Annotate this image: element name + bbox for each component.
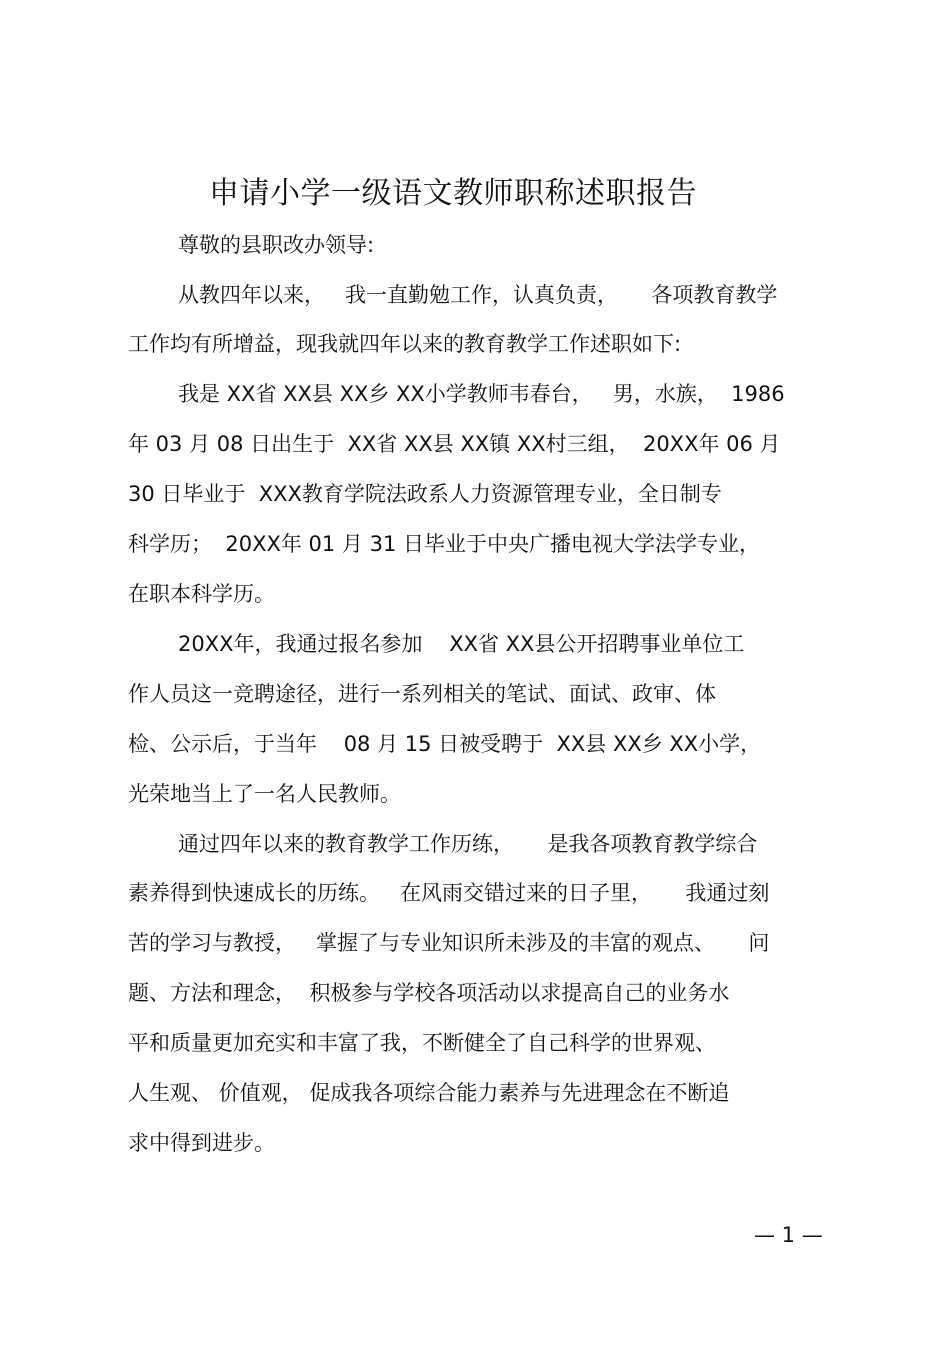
body-line: 在职本科学历。 [128, 582, 275, 606]
body-line: 题、方法和理念， 积极参与学校各项活动以求提高自己的业务水 [128, 981, 730, 1005]
body-line: 求中得到进步。 [128, 1131, 275, 1155]
body-line: 苦的学习与教授， 掌握了与专业知识所未涉及的丰富的观点、 问 [128, 931, 770, 955]
body-line: 年 03 月 08 日出生于 XX省 XX县 XX镇 XX村三组， 20XX年 06 月 [128, 432, 781, 456]
body-line: 从教四年以来， 我一直勤勉工作，认真负责， 各项教育教学 [178, 283, 778, 307]
document-title: 申请小学一级语文教师职称述职报告 [209, 176, 697, 211]
body-line: 30 日毕业于 XXX教育学院法政系人力资源管理专业，全日制专 [128, 482, 722, 506]
body-line: 通过四年以来的教育教学工作历练， 是我各项教育教学综合 [178, 832, 758, 856]
body-line: 工作均有所增益，现我就四年以来的教育教学工作述职如下: [128, 332, 682, 356]
salutation-line: 尊敬的县职改办领导: [178, 233, 375, 257]
body-line: 平和质量更加充实和丰富了我，不断健全了自己科学的世界观、 [128, 1031, 716, 1055]
body-line: 20XX年，我通过报名参加 XX省 XX县公开招聘事业单位工 [178, 632, 745, 656]
body-line: 素养得到快速成长的历练。 在风雨交错过来的日子里， 我通过刻 [128, 881, 770, 905]
body-line: 科学历； 20XX年 01 月 31 日毕业于中央广播电视大学法学专业， [128, 532, 760, 556]
body-line: 检、公示后，于当年 08 月 15 日被受聘于 XX县 XX乡 XX小学， [128, 732, 762, 756]
body-line: 我是 XX省 XX县 XX乡 XX小学教师韦春台， 男，水族， 1986 [178, 382, 785, 406]
body-line: 光荣地当上了一名人民教师。 [128, 782, 401, 806]
body-line: 作人员这一竞聘途径，进行一系列相关的笔试、面试、政审、体 [128, 682, 716, 706]
body-line: 人生观、 价值观， 促成我各项综合能力素养与先进理念在不断追 [128, 1081, 730, 1105]
page-number: — 1 — [754, 1223, 823, 1247]
